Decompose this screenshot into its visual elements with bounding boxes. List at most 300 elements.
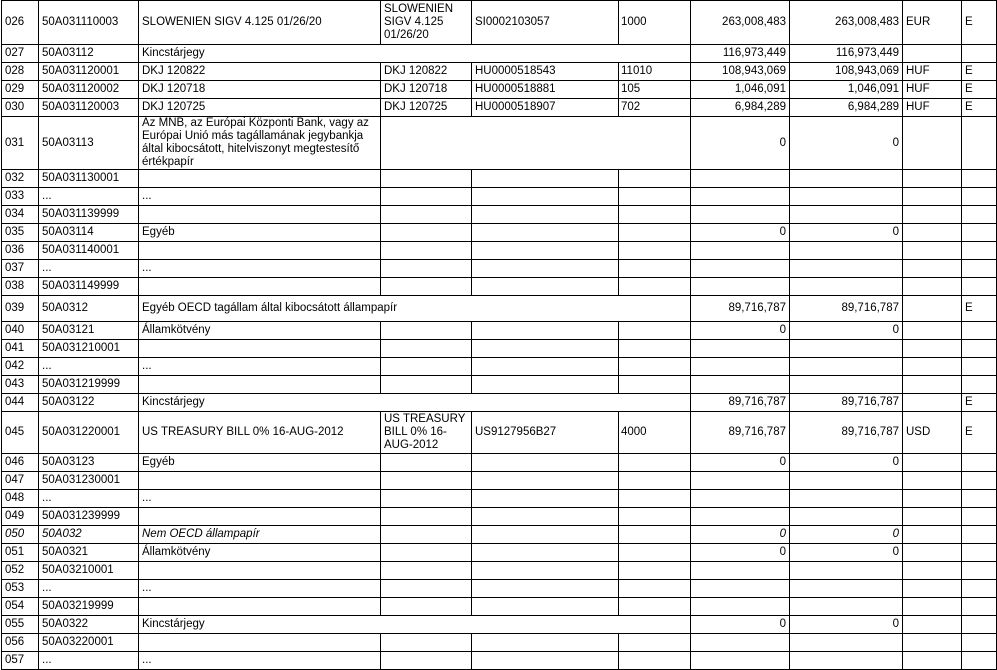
table-row xyxy=(2,340,997,358)
table-cell: 036 xyxy=(2,242,39,260)
table-cell: DKJ 120822 xyxy=(381,63,472,81)
table-cell xyxy=(381,170,472,188)
table-row xyxy=(2,206,997,224)
table-cell: 0 xyxy=(691,322,790,340)
table-row xyxy=(2,544,997,562)
table-cell xyxy=(962,652,997,670)
table-cell: E xyxy=(962,1,997,45)
table-row xyxy=(2,117,997,170)
table-cell xyxy=(790,260,903,278)
table-cell xyxy=(472,224,619,242)
table-cell: Államkötvény xyxy=(139,544,381,562)
table-cell xyxy=(472,206,619,224)
table-cell: 50A031130001 xyxy=(39,170,139,188)
table-cell xyxy=(903,376,962,394)
table-cell xyxy=(903,322,962,340)
table-cell: 50A03121 xyxy=(39,322,139,340)
table-cell xyxy=(381,322,472,340)
table-cell: 0 xyxy=(790,322,903,340)
table-cell: SLOWENIEN SIGV 4.125 01/26/20 xyxy=(381,1,472,45)
table-cell xyxy=(472,490,619,508)
table-cell xyxy=(962,224,997,242)
table-cell: 50A031219999 xyxy=(39,376,139,394)
table-cell xyxy=(619,472,691,490)
table-cell xyxy=(962,206,997,224)
table-cell: ... xyxy=(39,652,139,670)
table-cell xyxy=(790,562,903,580)
table-cell xyxy=(903,562,962,580)
table-row xyxy=(2,63,997,81)
table-cell xyxy=(472,652,619,670)
table-cell: USD xyxy=(903,412,962,454)
table-cell xyxy=(691,508,790,526)
table-cell: SLOWENIEN SIGV 4.125 01/26/20 xyxy=(139,1,381,45)
table-cell xyxy=(472,188,619,206)
table-cell: 50A031110003 xyxy=(39,1,139,45)
table-cell xyxy=(903,224,962,242)
table-row xyxy=(2,1,997,45)
table-cell: ... xyxy=(139,580,381,598)
table-cell: 0 xyxy=(691,544,790,562)
securities-table xyxy=(1,0,997,670)
table-cell: 6,984,289 xyxy=(790,99,903,117)
table-cell xyxy=(903,508,962,526)
table-cell: HUF xyxy=(903,99,962,117)
table-row xyxy=(2,526,997,544)
table-cell: 043 xyxy=(2,376,39,394)
table-cell xyxy=(381,260,472,278)
table-cell: 055 xyxy=(2,616,39,634)
table-cell: 89,716,787 xyxy=(790,296,903,322)
table-cell: 50A031230001 xyxy=(39,472,139,490)
table-cell xyxy=(619,376,691,394)
table-cell: ... xyxy=(139,188,381,206)
table-cell: 0 xyxy=(691,616,790,634)
table-cell xyxy=(139,598,381,616)
table-cell: 116,973,449 xyxy=(790,45,903,63)
table-cell: 50A0321 xyxy=(39,544,139,562)
table-cell: 039 xyxy=(2,296,39,322)
table-cell xyxy=(962,634,997,652)
table-cell xyxy=(472,598,619,616)
table-row xyxy=(2,472,997,490)
table-cell xyxy=(790,490,903,508)
table-cell: 051 xyxy=(2,544,39,562)
table-cell: 116,973,449 xyxy=(691,45,790,63)
table-cell: ... xyxy=(139,490,381,508)
table-cell xyxy=(139,472,381,490)
table-cell xyxy=(691,562,790,580)
table-cell xyxy=(381,278,472,296)
table-row xyxy=(2,412,997,454)
table-body xyxy=(2,1,997,670)
table-cell xyxy=(790,472,903,490)
table-cell: HU0000518881 xyxy=(472,81,619,99)
table-cell: 6,984,289 xyxy=(691,99,790,117)
table-cell: 89,716,787 xyxy=(691,296,790,322)
table-cell xyxy=(619,358,691,376)
table-cell: 029 xyxy=(2,81,39,99)
table-row xyxy=(2,260,997,278)
table-cell xyxy=(903,544,962,562)
table-cell xyxy=(962,358,997,376)
table-cell xyxy=(790,242,903,260)
table-row xyxy=(2,45,997,63)
table-cell xyxy=(381,634,472,652)
table-row xyxy=(2,358,997,376)
table-cell xyxy=(903,296,962,322)
table-row xyxy=(2,188,997,206)
table-cell: HU0000518543 xyxy=(472,63,619,81)
table-cell xyxy=(903,394,962,412)
table-cell xyxy=(381,544,472,562)
table-cell xyxy=(381,562,472,580)
table-cell xyxy=(790,170,903,188)
table-cell xyxy=(381,340,472,358)
table-cell xyxy=(381,490,472,508)
table-cell: 50A03112 xyxy=(39,45,139,63)
table-cell xyxy=(903,340,962,358)
table-cell: 50A03122 xyxy=(39,394,139,412)
table-cell: 033 xyxy=(2,188,39,206)
table-cell: HU0000518907 xyxy=(472,99,619,117)
table-cell xyxy=(903,634,962,652)
table-cell: 4000 xyxy=(619,412,691,454)
table-cell xyxy=(381,598,472,616)
table-cell: US9127956B27 xyxy=(472,412,619,454)
table-cell xyxy=(619,340,691,358)
table-cell xyxy=(619,544,691,562)
table-cell xyxy=(962,454,997,472)
table-cell xyxy=(691,376,790,394)
table-cell: HUF xyxy=(903,81,962,99)
table-cell xyxy=(139,242,381,260)
table-cell xyxy=(691,242,790,260)
table-cell: 50A03220001 xyxy=(39,634,139,652)
table-cell: 89,716,787 xyxy=(691,412,790,454)
table-cell: 0 xyxy=(790,454,903,472)
table-cell xyxy=(619,652,691,670)
table-cell xyxy=(962,242,997,260)
table-cell xyxy=(962,562,997,580)
table-cell: 0 xyxy=(790,117,903,170)
table-cell: E xyxy=(962,394,997,412)
table-cell xyxy=(619,454,691,472)
table-cell: ... xyxy=(139,652,381,670)
table-cell xyxy=(472,170,619,188)
table-cell xyxy=(619,188,691,206)
table-cell: US TREASURY BILL 0% 16-AUG-2012 xyxy=(139,412,381,454)
table-cell xyxy=(790,634,903,652)
table-cell xyxy=(472,454,619,472)
table-cell xyxy=(381,376,472,394)
table-row xyxy=(2,376,997,394)
table-cell xyxy=(903,598,962,616)
table-cell xyxy=(962,616,997,634)
table-cell: 038 xyxy=(2,278,39,296)
table-cell xyxy=(790,358,903,376)
table-cell xyxy=(790,598,903,616)
table-cell: 108,943,069 xyxy=(691,63,790,81)
table-cell: ... xyxy=(39,490,139,508)
table-cell: 041 xyxy=(2,340,39,358)
table-cell xyxy=(962,340,997,358)
table-cell: 50A031120002 xyxy=(39,81,139,99)
table-cell xyxy=(903,242,962,260)
table-row xyxy=(2,224,997,242)
table-cell: 053 xyxy=(2,580,39,598)
table-cell: Kincstárjegy xyxy=(139,616,691,634)
table-cell xyxy=(962,580,997,598)
table-cell: 89,716,787 xyxy=(691,394,790,412)
table-cell: 108,943,069 xyxy=(790,63,903,81)
table-cell: 0 xyxy=(691,117,790,170)
table-cell xyxy=(790,376,903,394)
table-row xyxy=(2,394,997,412)
table-cell xyxy=(691,358,790,376)
table-cell xyxy=(139,562,381,580)
table-cell xyxy=(381,206,472,224)
table-cell: 50A031149999 xyxy=(39,278,139,296)
table-cell: 50A0322 xyxy=(39,616,139,634)
table-row xyxy=(2,580,997,598)
table-cell xyxy=(381,508,472,526)
table-cell xyxy=(903,170,962,188)
table-cell: DKJ 120725 xyxy=(381,99,472,117)
table-cell xyxy=(691,188,790,206)
table-cell: 50A0312 xyxy=(39,296,139,322)
table-cell xyxy=(903,472,962,490)
table-cell: E xyxy=(962,63,997,81)
table-row xyxy=(2,508,997,526)
table-cell: 50A031239999 xyxy=(39,508,139,526)
table-cell: 89,716,787 xyxy=(790,394,903,412)
table-cell xyxy=(691,170,790,188)
table-cell xyxy=(903,206,962,224)
table-cell: 046 xyxy=(2,454,39,472)
table-cell xyxy=(381,188,472,206)
table-cell xyxy=(790,340,903,358)
table-cell: 50A03219999 xyxy=(39,598,139,616)
table-row xyxy=(2,296,997,322)
table-cell xyxy=(619,322,691,340)
table-row xyxy=(2,652,997,670)
table-cell xyxy=(962,544,997,562)
table-cell xyxy=(472,580,619,598)
table-cell xyxy=(139,278,381,296)
table-row xyxy=(2,81,997,99)
table-cell: ... xyxy=(39,188,139,206)
table-cell xyxy=(691,580,790,598)
table-cell xyxy=(619,170,691,188)
table-cell: 1,046,091 xyxy=(790,81,903,99)
table-cell: 042 xyxy=(2,358,39,376)
table-cell: 50A031120003 xyxy=(39,99,139,117)
table-cell xyxy=(903,652,962,670)
table-cell xyxy=(139,634,381,652)
table-cell: 0 xyxy=(790,224,903,242)
table-cell: E xyxy=(962,99,997,117)
table-cell: ... xyxy=(39,260,139,278)
table-cell: 1,046,091 xyxy=(691,81,790,99)
table-cell: Államkötvény xyxy=(139,322,381,340)
table-cell xyxy=(903,260,962,278)
table-cell xyxy=(903,117,962,170)
table-cell: 263,008,483 xyxy=(691,1,790,45)
table-cell: 0 xyxy=(790,616,903,634)
table-cell xyxy=(691,278,790,296)
table-cell xyxy=(139,376,381,394)
table-cell xyxy=(472,278,619,296)
table-cell: Egyéb xyxy=(139,454,381,472)
table-row xyxy=(2,278,997,296)
table-cell: 040 xyxy=(2,322,39,340)
table-cell: Egyéb OECD tagállam által kibocsátott állampapír xyxy=(139,296,691,322)
table-cell xyxy=(381,526,472,544)
table-cell xyxy=(472,260,619,278)
table-cell xyxy=(472,544,619,562)
table-cell: DKJ 120718 xyxy=(381,81,472,99)
table-cell xyxy=(619,490,691,508)
table-cell: 031 xyxy=(2,117,39,170)
table-cell: 105 xyxy=(619,81,691,99)
table-cell xyxy=(381,117,691,170)
table-cell: DKJ 120718 xyxy=(139,81,381,99)
table-cell: DKJ 120822 xyxy=(139,63,381,81)
table-cell xyxy=(903,358,962,376)
table-cell xyxy=(381,454,472,472)
table-row xyxy=(2,598,997,616)
table-cell xyxy=(472,472,619,490)
table-cell: 028 xyxy=(2,63,39,81)
table-cell xyxy=(472,242,619,260)
table-cell xyxy=(903,45,962,63)
table-cell xyxy=(691,634,790,652)
table-cell: 044 xyxy=(2,394,39,412)
table-cell xyxy=(472,322,619,340)
table-cell xyxy=(381,580,472,598)
table-cell: Kincstárjegy xyxy=(139,394,691,412)
table-cell: ... xyxy=(39,580,139,598)
table-cell: 11010 xyxy=(619,63,691,81)
table-cell xyxy=(962,170,997,188)
table-cell: ... xyxy=(39,358,139,376)
table-cell xyxy=(472,340,619,358)
table-cell xyxy=(381,224,472,242)
table-cell: 0 xyxy=(691,224,790,242)
table-row xyxy=(2,562,997,580)
table-cell xyxy=(691,490,790,508)
table-cell: 030 xyxy=(2,99,39,117)
table-cell: SI0002103057 xyxy=(472,1,619,45)
table-cell xyxy=(139,340,381,358)
table-cell: 702 xyxy=(619,99,691,117)
table-cell: 50A031140001 xyxy=(39,242,139,260)
table-cell: 056 xyxy=(2,634,39,652)
table-cell xyxy=(691,206,790,224)
table-cell: 034 xyxy=(2,206,39,224)
table-row xyxy=(2,616,997,634)
table-cell xyxy=(790,652,903,670)
table-cell xyxy=(691,260,790,278)
table-cell: 049 xyxy=(2,508,39,526)
table-cell: EUR xyxy=(903,1,962,45)
table-cell: US TREASURY BILL 0% 16-AUG-2012 xyxy=(381,412,472,454)
table-cell: 89,716,787 xyxy=(790,412,903,454)
table-cell: 50A03113 xyxy=(39,117,139,170)
table-cell: 50A031139999 xyxy=(39,206,139,224)
table-cell: E xyxy=(962,81,997,99)
table-cell: 047 xyxy=(2,472,39,490)
table-row xyxy=(2,634,997,652)
table-cell xyxy=(619,278,691,296)
table-cell xyxy=(619,634,691,652)
table-cell xyxy=(139,170,381,188)
table-cell xyxy=(472,562,619,580)
table-cell: 50A032 xyxy=(39,526,139,544)
table-cell xyxy=(619,242,691,260)
table-cell: 50A03114 xyxy=(39,224,139,242)
table-cell xyxy=(381,358,472,376)
table-cell xyxy=(962,260,997,278)
table-cell: 1000 xyxy=(619,1,691,45)
table-cell: 052 xyxy=(2,562,39,580)
table-row xyxy=(2,322,997,340)
table-cell xyxy=(903,580,962,598)
table-cell: 057 xyxy=(2,652,39,670)
table-cell xyxy=(903,616,962,634)
table-cell xyxy=(139,206,381,224)
table-cell: 50A031210001 xyxy=(39,340,139,358)
table-cell: 048 xyxy=(2,490,39,508)
table-cell: 50A031120001 xyxy=(39,63,139,81)
table-cell xyxy=(619,224,691,242)
table-cell xyxy=(962,508,997,526)
table-cell: 054 xyxy=(2,598,39,616)
table-cell: Egyéb xyxy=(139,224,381,242)
table-cell: DKJ 120725 xyxy=(139,99,381,117)
table-cell xyxy=(962,376,997,394)
table-cell xyxy=(619,526,691,544)
table-cell: Az MNB, az Európai Központi Bank, vagy az Európai Unió más tagállamának jegybankja által kibocsátott, hitelviszonyt megtestesítő értékpapír xyxy=(139,117,381,170)
table-cell: 035 xyxy=(2,224,39,242)
table-cell xyxy=(962,278,997,296)
table-cell xyxy=(790,188,903,206)
table-row xyxy=(2,490,997,508)
table-cell xyxy=(619,562,691,580)
table-cell: ... xyxy=(139,260,381,278)
table-cell: 50A031220001 xyxy=(39,412,139,454)
table-cell xyxy=(619,206,691,224)
table-cell: 026 xyxy=(2,1,39,45)
table-cell xyxy=(790,206,903,224)
table-cell xyxy=(962,598,997,616)
table-row xyxy=(2,242,997,260)
table-cell: 045 xyxy=(2,412,39,454)
table-cell xyxy=(962,490,997,508)
table-cell xyxy=(962,117,997,170)
table-cell xyxy=(691,472,790,490)
table-cell: HUF xyxy=(903,63,962,81)
table-cell xyxy=(903,278,962,296)
table-cell xyxy=(381,652,472,670)
table-cell: E xyxy=(962,296,997,322)
table-cell: 50A03123 xyxy=(39,454,139,472)
table-cell xyxy=(619,580,691,598)
table-cell: 032 xyxy=(2,170,39,188)
table-cell: E xyxy=(962,412,997,454)
table-cell xyxy=(790,278,903,296)
